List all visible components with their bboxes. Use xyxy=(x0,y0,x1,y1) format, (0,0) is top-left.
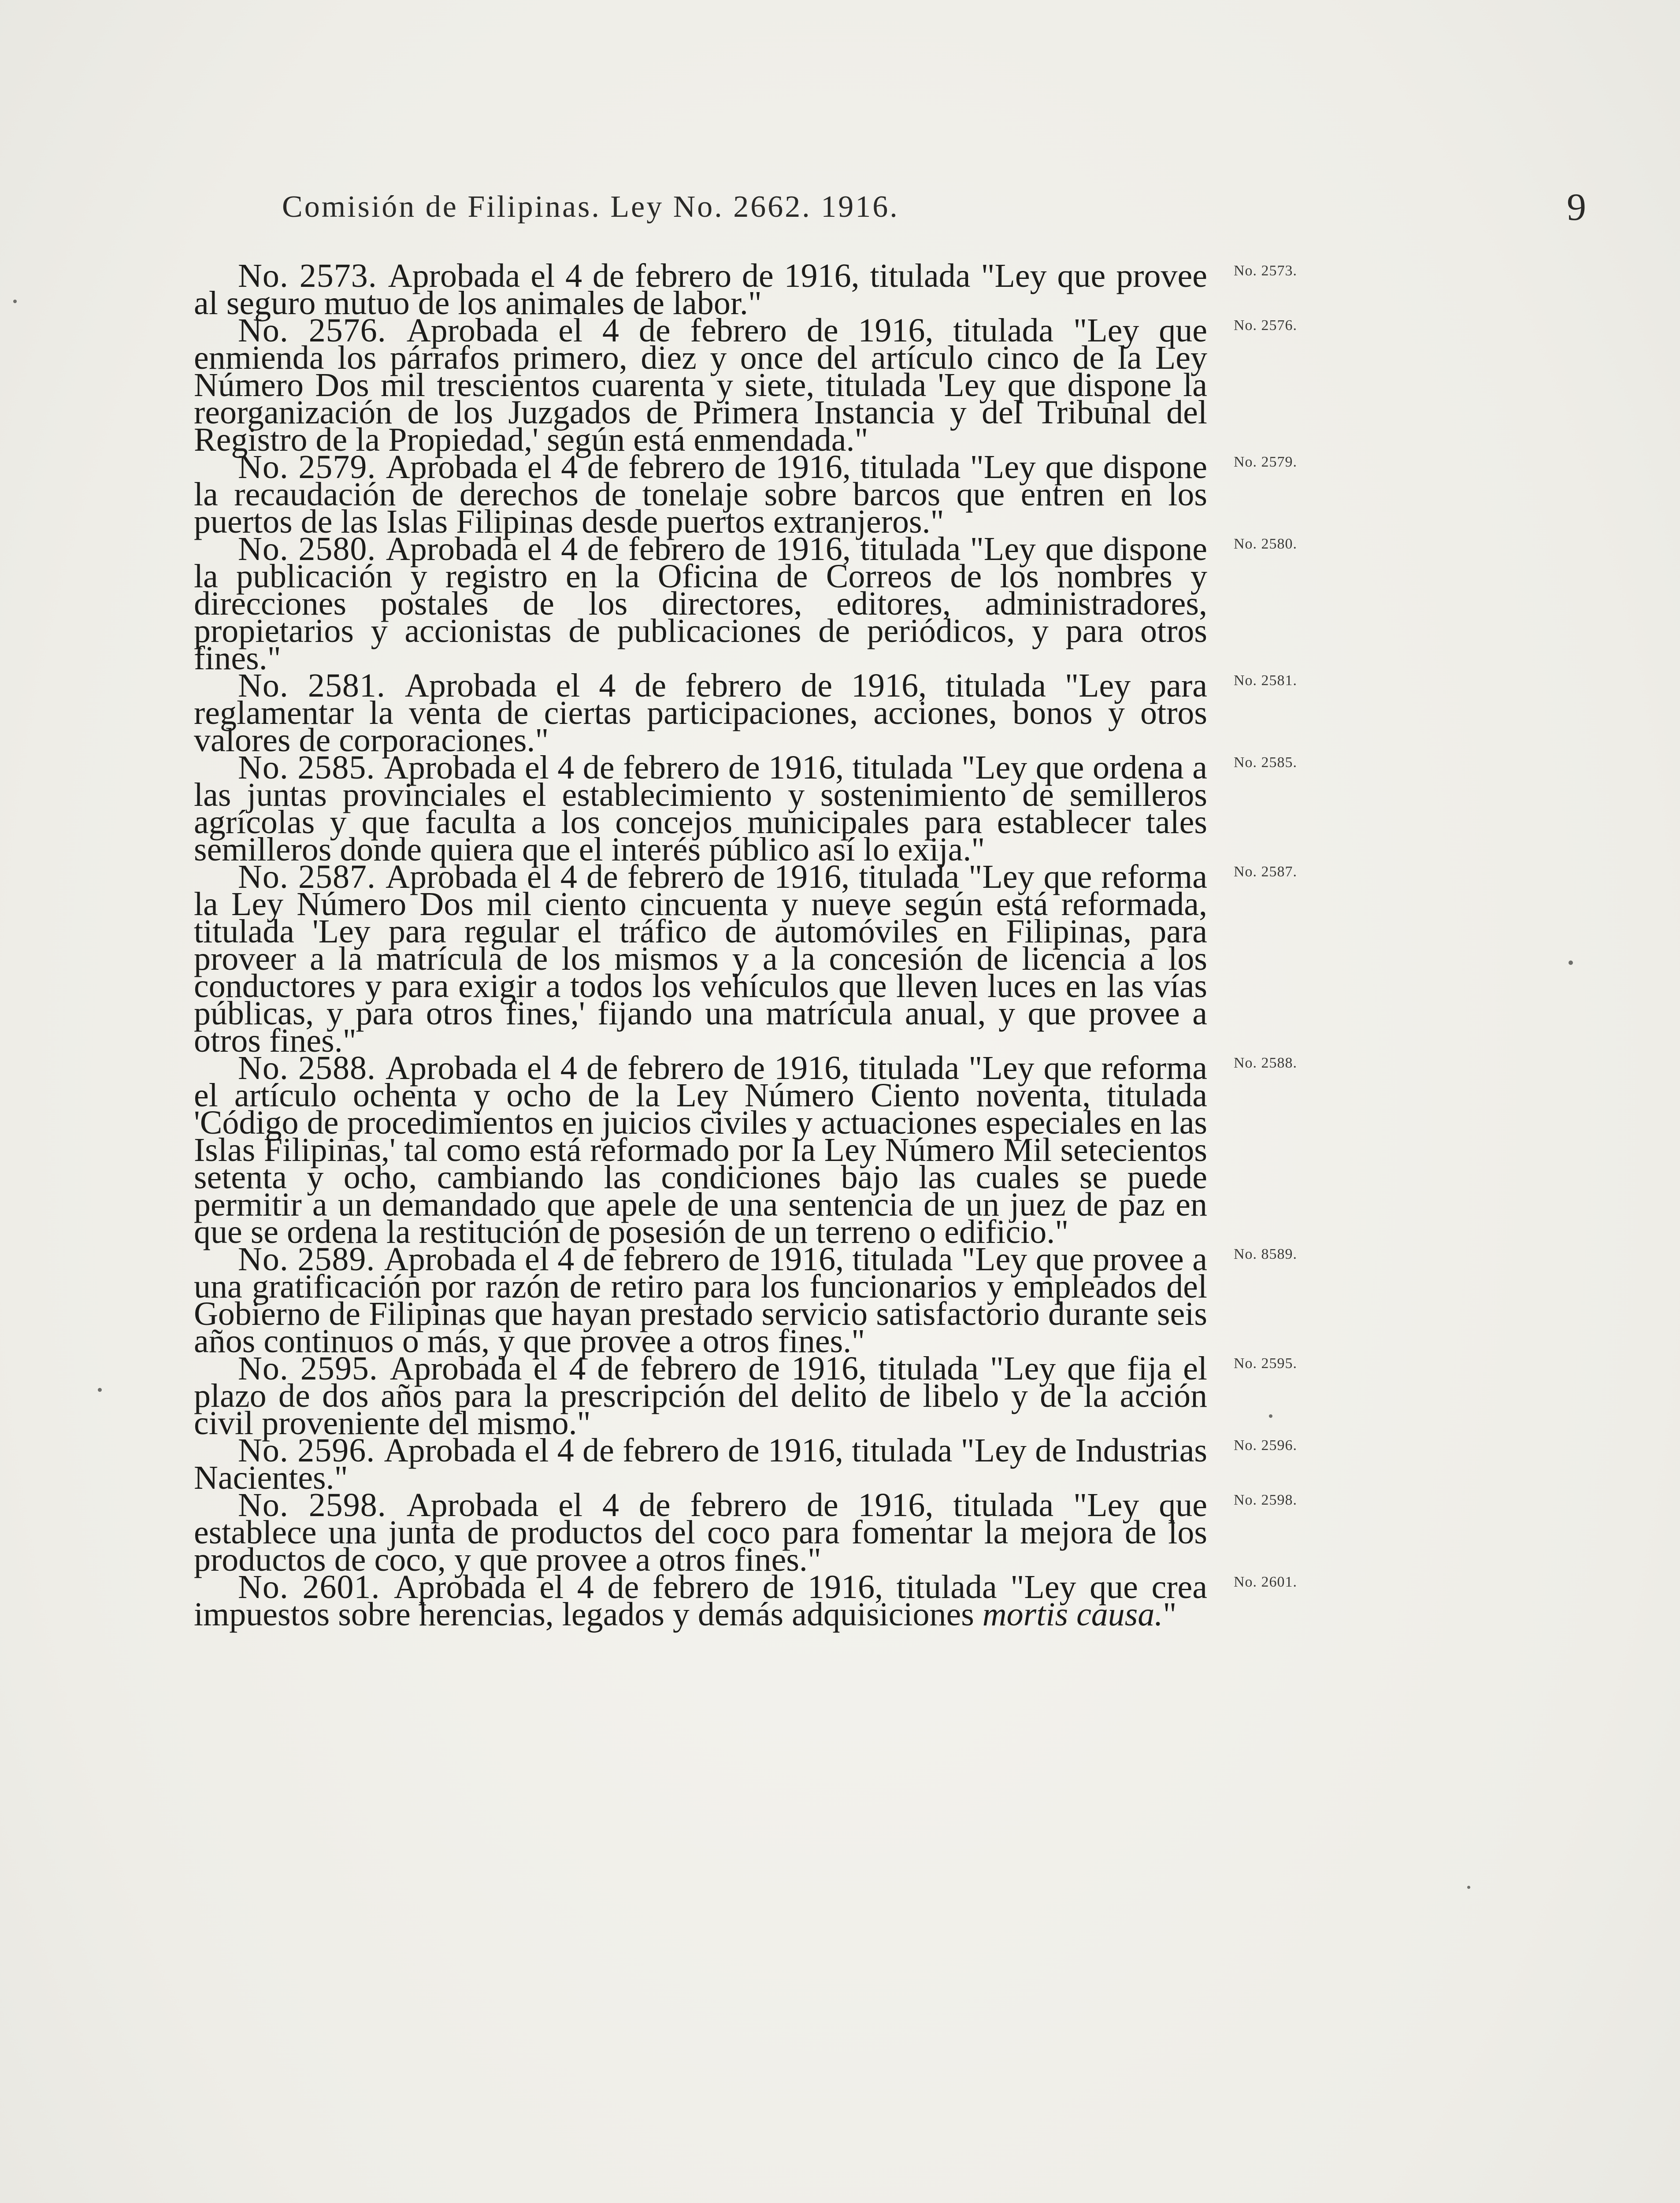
law-description: Aprobada el 4 de febrero de 1916, titulada "Ley que crea impuestos sobre herencias, legados y demás adquisiciones xyxy=(194,1569,1207,1633)
scan-speck xyxy=(13,300,17,303)
margin-note: No. 2573. xyxy=(1234,263,1298,279)
page-header xyxy=(282,185,1586,247)
law-description: Aprobada el 4 de febrero de 1916, titulada "Ley que reforma el artículo ochenta y ocho de la Ley Número Ciento noventa, titulada 'Código de procedimientos en juicios civiles y actuaciones especiales en las Islas Filipinas,' tal como está reformado por la Ley Número Mil setecientos setenta y ocho, cambiando las condiciones bajo las cuales se puede permitir a un demandado que apele de una sentencia de un juez de paz en que se ordena la restitución de posesión de un terreno o edificio." xyxy=(194,1050,1207,1250)
law-number: No. 2589. xyxy=(238,1241,384,1278)
law-entry-2587 xyxy=(194,858,1298,1059)
margin-note: No. 2576. xyxy=(1234,317,1298,334)
law-entry-2596 xyxy=(194,1432,1298,1496)
law-description: Aprobada el 4 de febrero de 1916, titulada "Ley de Industrias Nacientes." xyxy=(194,1432,1208,1496)
margin-note: No. 2595. xyxy=(1234,1355,1298,1372)
law-description: Aprobada el 4 de febrero de 1916, titulada "Ley que ordena a las juntas provinciales el establecimiento y sostenimiento de semilleros agrícolas y que faculta a los concejos municipales para establecer tales semilleros donde quiera que el interés público así lo exija." xyxy=(194,749,1207,868)
law-number: No. 2576. xyxy=(238,312,407,349)
law-description-italic: mortis causa. xyxy=(982,1596,1163,1633)
page-number: 9 xyxy=(1567,186,1586,229)
scan-speck xyxy=(1269,1414,1272,1418)
law-description: Aprobada el 4 de febrero de 1916, titulada "Ley que dispone la recaudación de derechos de tonelaje sobre barcos que entren en los puertos de las Islas Filipinas desde puertos extranjeros." xyxy=(194,449,1208,540)
law-number: No. 2596. xyxy=(238,1432,384,1469)
scan-speck xyxy=(1467,1886,1470,1889)
law-description: Aprobada el 4 de febrero de 1916, titulada "Ley que dispone la publicación y registro en la Oficina de Correos de los nombres y direcciones postales de los directores, editores, administradores, propietarios y accionistas de publicaciones de periódicos, y para otros fines." xyxy=(194,530,1208,677)
margin-note: No. 2587. xyxy=(1234,864,1298,880)
law-number: No. 2573. xyxy=(238,257,388,294)
law-description: Aprobada el 4 de febrero de 1916, titulada "Ley que provee a una gratificación por razón de retiro para los funcionarios y empleados del Gobierno de Filipinas que hayan prestado servicio satisfactorio durante seis años continuos o más, y que provee a otros fines." xyxy=(194,1241,1207,1360)
law-entry-2598 xyxy=(194,1487,1298,1578)
law-description: Aprobada el 4 de febrero de 1916, titulada "Ley que enmienda los párrafos primero, diez y once del artículo cinco de la Ley Número Dos mil trescientos cuarenta y siete, titulada 'Ley que dispone la reorganización de los Juzgados de Primera Instancia y del Tribunal del Registro de la Propiedad,' según está enmendada." xyxy=(194,312,1207,458)
law-number: No. 2598. xyxy=(238,1487,407,1524)
margin-note: No. 2585. xyxy=(1234,754,1298,771)
running-head: Comisión de Filipinas. Ley No. 2662. 1916. xyxy=(282,190,899,224)
law-description: Aprobada el 4 de febrero de 1916, titulada "Ley que reforma la Ley Número Dos mil ciento cincuenta y nueve según está reformada, titulada 'Ley para regular el tráfico de automóviles en Filipinas, para proveer a la matrícula de los mismos y a la concesión de licencia a los conductores y para exigir a todos los vehículos que lleven luces en las vías públicas, y para otros fines,' fijando una matrícula anual, y que provee a otros fines." xyxy=(194,858,1207,1059)
law-entry-2595 xyxy=(194,1350,1298,1442)
law-number: No. 2581. xyxy=(238,667,405,704)
law-entry-2588 xyxy=(194,1050,1298,1250)
law-entry-2581 xyxy=(194,667,1298,759)
margin-note: No. 2588. xyxy=(1234,1055,1298,1071)
margin-note: No. 2579. xyxy=(1234,454,1298,470)
margin-note: No. 2598. xyxy=(1234,1492,1298,1508)
scan-speck xyxy=(1569,961,1573,965)
margin-note: No. 2580. xyxy=(1234,536,1298,552)
law-number: No. 2588. xyxy=(238,1050,386,1087)
law-list xyxy=(194,257,1298,1633)
law-entry-2589 xyxy=(194,1241,1298,1360)
law-entry-2579 xyxy=(194,449,1298,540)
law-description: Aprobada el 4 de febrero de 1916, titulada "Ley que establece una junta de productos del coco para fomentar la mejora de los productos de coco, y que provee a otros fines." xyxy=(194,1487,1207,1578)
margin-note: No. 2581. xyxy=(1234,672,1298,689)
law-description: Aprobada el 4 de febrero de 1916, titulada "Ley para reglamentar la venta de ciertas participaciones, acciones, bonos y otros valores de corporaciones." xyxy=(194,667,1207,759)
law-number: No. 2587. xyxy=(238,858,386,895)
law-number: No. 2601. xyxy=(238,1569,394,1606)
law-entry-2585 xyxy=(194,749,1298,868)
margin-note: No. 2601. xyxy=(1234,1574,1298,1590)
law-entry-2573 xyxy=(194,257,1298,322)
scan-speck xyxy=(98,1388,102,1392)
law-number: No. 2579. xyxy=(238,449,386,486)
law-number: No. 2585. xyxy=(238,749,384,786)
law-entry-2580 xyxy=(194,530,1298,677)
law-entry-2576 xyxy=(194,312,1298,458)
margin-note: No. 8589. xyxy=(1234,1246,1298,1262)
law-description: Aprobada el 4 de febrero de 1916, titulada "Ley que provee al seguro mutuo de los animales de labor." xyxy=(194,257,1207,322)
margin-note: No. 2596. xyxy=(1234,1437,1298,1454)
closing-quote: " xyxy=(1163,1596,1177,1633)
law-description: Aprobada el 4 de febrero de 1916, titulada "Ley que fija el plazo de dos años para la prescripción del delito de libelo y de la acción civil proveniente del mismo." xyxy=(194,1350,1207,1442)
law-entry-2601 xyxy=(194,1569,1298,1633)
law-number: No. 2580. xyxy=(238,530,386,567)
law-number: No. 2595. xyxy=(238,1350,390,1387)
